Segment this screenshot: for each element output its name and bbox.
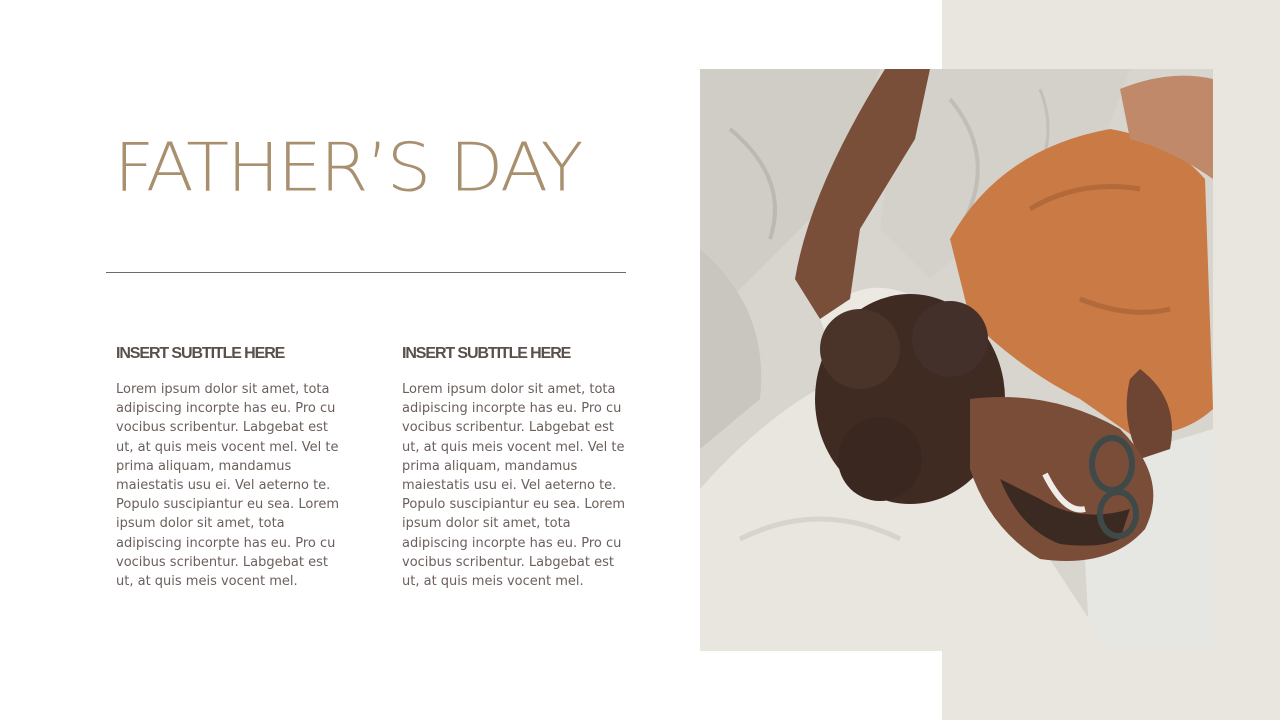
column-subtitle: INSERT SUBTITLE HERE — [402, 345, 571, 362]
text-column-1 — [116, 344, 344, 591]
text-column-2 — [402, 344, 630, 591]
father-child-photo — [700, 69, 1213, 651]
column-body: Lorem ipsum dolor sit amet, tota adipiscing incorpte has eu. Pro cu vocibus scribentur. Labgebat est ut, at quis meis vocent mel. Vel te prima aliquam, mandamus maiestatis usu ei. Vel aeterno te. Populo suscipiantur eu sea. Lorem ipsum dolor sit amet, tota adipiscing incorpte has eu. Pro cu vocibus scribentur. Labgebat est ut, at quis meis vocent mel. — [116, 382, 340, 590]
divider-line — [106, 272, 626, 273]
column-subtitle: INSERT SUBTITLE HERE — [116, 345, 285, 362]
slide-title: FATHER’S DAY — [114, 128, 582, 207]
column-body: Lorem ipsum dolor sit amet, tota adipiscing incorpte has eu. Pro cu vocibus scribentur. Labgebat est ut, at quis meis vocent mel. Vel te prima aliquam, mandamus maiestatis usu ei. Vel aeterno te. Populo suscipiantur eu sea. Lorem ipsum dolor sit amet, tota adipiscing incorpte has eu. Pro cu vocibus scribentur. Labgebat est ut, at quis meis vocent mel. — [402, 382, 626, 590]
